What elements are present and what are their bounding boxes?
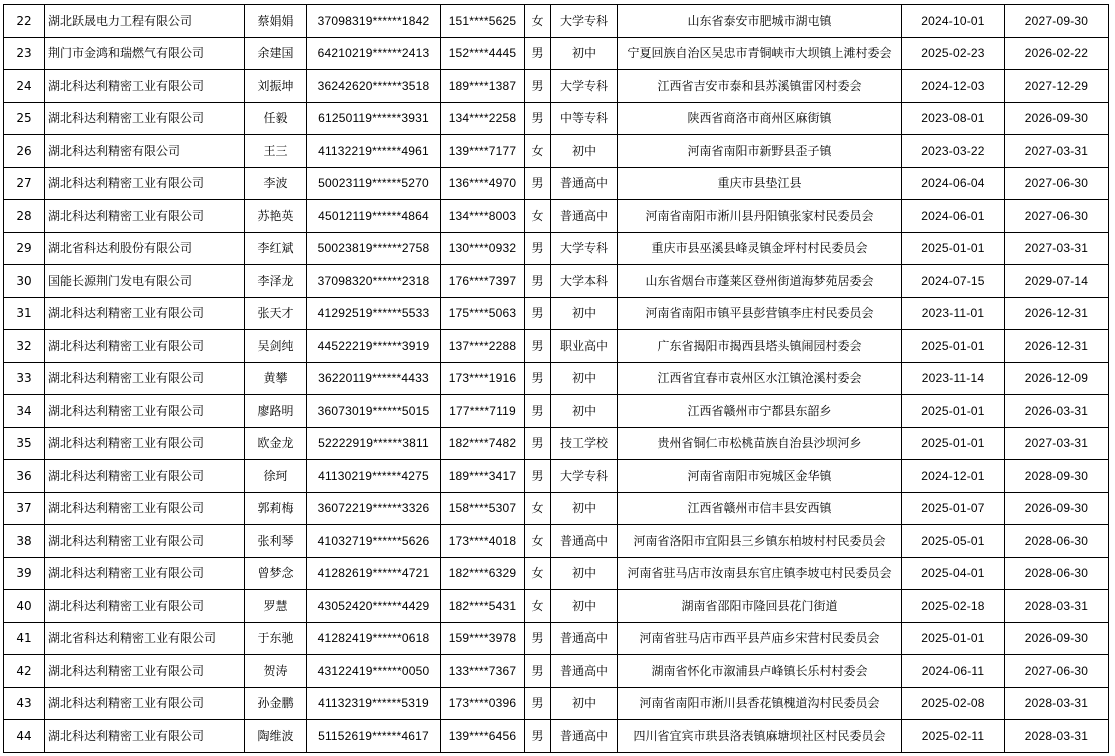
table-row <box>4 492 1109 525</box>
cell-end-date: 2027-06-30 <box>1005 167 1109 200</box>
cell-gender: 男 <box>525 265 551 298</box>
cell-name: 刘振坤 <box>245 70 307 103</box>
cell-no: 30 <box>4 265 45 298</box>
table-row <box>4 135 1109 168</box>
cell-id-number: 50023119******5270 <box>307 167 441 200</box>
cell-address: 河南省南阳市宛城区金华镇 <box>618 460 902 493</box>
cell-phone: 158****5307 <box>441 492 525 525</box>
cell-address: 河南省南阳市淅川县丹阳镇张家村民委员会 <box>618 200 902 233</box>
cell-education: 大学本科 <box>551 265 618 298</box>
cell-education: 普通高中 <box>551 622 618 655</box>
cell-education: 初中 <box>551 687 618 720</box>
cell-address: 江西省赣州市宁都县东韶乡 <box>618 395 902 428</box>
table-row <box>4 232 1109 265</box>
cell-name: 蔡娟娟 <box>245 5 307 38</box>
cell-no: 35 <box>4 427 45 460</box>
table-body <box>4 5 1109 753</box>
cell-no: 24 <box>4 70 45 103</box>
cell-address: 贵州省铜仁市松桃苗族自治县沙坝河乡 <box>618 427 902 460</box>
cell-address: 山东省烟台市蓬莱区登州街道海梦苑居委会 <box>618 265 902 298</box>
cell-phone: 182****7482 <box>441 427 525 460</box>
cell-name: 贺涛 <box>245 655 307 688</box>
cell-start-date: 2025-04-01 <box>902 557 1005 590</box>
cell-end-date: 2026-12-31 <box>1005 330 1109 363</box>
cell-company: 湖北科达利精密工业有限公司 <box>45 720 245 753</box>
cell-name: 李波 <box>245 167 307 200</box>
cell-education: 初中 <box>551 135 618 168</box>
table-row <box>4 557 1109 590</box>
table-row <box>4 330 1109 363</box>
cell-phone: 139****6456 <box>441 720 525 753</box>
cell-name: 余建国 <box>245 37 307 70</box>
cell-company: 湖北科达利精密工业有限公司 <box>45 525 245 558</box>
cell-end-date: 2028-03-31 <box>1005 590 1109 623</box>
roster-table <box>3 4 1109 753</box>
cell-end-date: 2026-03-31 <box>1005 395 1109 428</box>
cell-start-date: 2024-06-04 <box>902 167 1005 200</box>
cell-id-number: 37098319******1842 <box>307 5 441 38</box>
cell-id-number: 50023819******2758 <box>307 232 441 265</box>
cell-end-date: 2027-03-31 <box>1005 135 1109 168</box>
cell-education: 普通高中 <box>551 720 618 753</box>
cell-name: 陶维波 <box>245 720 307 753</box>
cell-education: 初中 <box>551 297 618 330</box>
table-row <box>4 427 1109 460</box>
cell-no: 37 <box>4 492 45 525</box>
cell-address: 河南省驻马店市西平县芦庙乡宋营村民委员会 <box>618 622 902 655</box>
cell-phone: 139****7177 <box>441 135 525 168</box>
table-row <box>4 70 1109 103</box>
cell-address: 河南省南阳市镇平县彭营镇李庄村民委员会 <box>618 297 902 330</box>
cell-gender: 男 <box>525 330 551 363</box>
cell-start-date: 2025-02-08 <box>902 687 1005 720</box>
cell-company: 湖北科达利精密有限公司 <box>45 135 245 168</box>
cell-address: 江西省宜春市袁州区水江镇沧溪村委会 <box>618 362 902 395</box>
table-row <box>4 265 1109 298</box>
cell-phone: 134****8003 <box>441 200 525 233</box>
cell-education: 初中 <box>551 395 618 428</box>
cell-address: 重庆市县垫江县 <box>618 167 902 200</box>
cell-education: 大学专科 <box>551 5 618 38</box>
cell-end-date: 2026-12-09 <box>1005 362 1109 395</box>
cell-education: 普通高中 <box>551 200 618 233</box>
cell-phone: 173****0396 <box>441 687 525 720</box>
cell-address: 江西省吉安市泰和县苏溪镇雷冈村委会 <box>618 70 902 103</box>
cell-id-number: 36220119******4433 <box>307 362 441 395</box>
cell-id-number: 52222919******3811 <box>307 427 441 460</box>
cell-education: 普通高中 <box>551 525 618 558</box>
cell-start-date: 2024-07-15 <box>902 265 1005 298</box>
cell-gender: 男 <box>525 622 551 655</box>
cell-no: 38 <box>4 525 45 558</box>
cell-name: 廖路明 <box>245 395 307 428</box>
cell-end-date: 2026-09-30 <box>1005 622 1109 655</box>
cell-gender: 男 <box>525 362 551 395</box>
cell-no: 29 <box>4 232 45 265</box>
cell-no: 44 <box>4 720 45 753</box>
cell-id-number: 43122419******0050 <box>307 655 441 688</box>
cell-company: 湖北省科达利股份有限公司 <box>45 232 245 265</box>
cell-address: 河南省南阳市新野县歪子镇 <box>618 135 902 168</box>
cell-gender: 男 <box>525 70 551 103</box>
cell-no: 26 <box>4 135 45 168</box>
cell-gender: 男 <box>525 427 551 460</box>
cell-id-number: 51152619******4617 <box>307 720 441 753</box>
cell-address: 陕西省商洛市商州区麻街镇 <box>618 102 902 135</box>
cell-gender: 男 <box>525 102 551 135</box>
cell-phone: 176****7397 <box>441 265 525 298</box>
cell-no: 43 <box>4 687 45 720</box>
cell-no: 40 <box>4 590 45 623</box>
cell-education: 普通高中 <box>551 167 618 200</box>
cell-education: 初中 <box>551 362 618 395</box>
cell-education: 初中 <box>551 492 618 525</box>
cell-end-date: 2026-09-30 <box>1005 492 1109 525</box>
cell-company: 湖北科达利精密工业有限公司 <box>45 167 245 200</box>
cell-name: 欧金龙 <box>245 427 307 460</box>
cell-no: 39 <box>4 557 45 590</box>
cell-gender: 男 <box>525 297 551 330</box>
cell-name: 孙金鹏 <box>245 687 307 720</box>
cell-gender: 男 <box>525 655 551 688</box>
cell-gender: 男 <box>525 167 551 200</box>
cell-phone: 152****4445 <box>441 37 525 70</box>
table-row <box>4 5 1109 38</box>
cell-start-date: 2023-08-01 <box>902 102 1005 135</box>
cell-gender: 女 <box>525 492 551 525</box>
cell-education: 职业高中 <box>551 330 618 363</box>
cell-name: 张利琴 <box>245 525 307 558</box>
cell-start-date: 2025-01-01 <box>902 330 1005 363</box>
cell-start-date: 2025-02-23 <box>902 37 1005 70</box>
cell-end-date: 2027-09-30 <box>1005 5 1109 38</box>
cell-gender: 男 <box>525 460 551 493</box>
cell-company: 国能长源荆门发电有限公司 <box>45 265 245 298</box>
cell-gender: 女 <box>525 525 551 558</box>
cell-gender: 女 <box>525 135 551 168</box>
cell-end-date: 2027-06-30 <box>1005 200 1109 233</box>
cell-id-number: 43052420******4429 <box>307 590 441 623</box>
cell-company: 湖北科达利精密工业有限公司 <box>45 687 245 720</box>
table-row <box>4 102 1109 135</box>
cell-gender: 男 <box>525 687 551 720</box>
table-row <box>4 37 1109 70</box>
cell-company: 湖北科达利精密工业有限公司 <box>45 70 245 103</box>
cell-address: 重庆市县巫溪县峰灵镇金坪村村民委员会 <box>618 232 902 265</box>
cell-start-date: 2024-12-01 <box>902 460 1005 493</box>
cell-no: 27 <box>4 167 45 200</box>
table-row <box>4 687 1109 720</box>
cell-name: 徐珂 <box>245 460 307 493</box>
cell-no: 22 <box>4 5 45 38</box>
cell-address: 江西省赣州市信丰县安西镇 <box>618 492 902 525</box>
cell-phone: 151****5625 <box>441 5 525 38</box>
cell-phone: 136****4970 <box>441 167 525 200</box>
table-row <box>4 167 1109 200</box>
cell-phone: 189****1387 <box>441 70 525 103</box>
cell-name: 李红斌 <box>245 232 307 265</box>
cell-id-number: 36073019******5015 <box>307 395 441 428</box>
cell-phone: 182****5431 <box>441 590 525 623</box>
table-row <box>4 460 1109 493</box>
cell-no: 28 <box>4 200 45 233</box>
table-row <box>4 655 1109 688</box>
cell-name: 吴剑纯 <box>245 330 307 363</box>
cell-company: 湖北科达利精密工业有限公司 <box>45 492 245 525</box>
cell-education: 初中 <box>551 37 618 70</box>
cell-no: 41 <box>4 622 45 655</box>
cell-phone: 173****4018 <box>441 525 525 558</box>
cell-company: 湖北科达利精密工业有限公司 <box>45 460 245 493</box>
cell-name: 郭莉梅 <box>245 492 307 525</box>
cell-start-date: 2025-01-01 <box>902 232 1005 265</box>
cell-start-date: 2023-11-14 <box>902 362 1005 395</box>
cell-education: 普通高中 <box>551 655 618 688</box>
cell-end-date: 2027-06-30 <box>1005 655 1109 688</box>
cell-address: 山东省泰安市肥城市湖屯镇 <box>618 5 902 38</box>
table-row <box>4 720 1109 753</box>
cell-start-date: 2024-06-01 <box>902 200 1005 233</box>
cell-address: 河南省洛阳市宜阳县三乡镇东柏坡村村民委员会 <box>618 525 902 558</box>
cell-company: 荆门市金鸿和瑞燃气有限公司 <box>45 37 245 70</box>
cell-end-date: 2027-03-31 <box>1005 427 1109 460</box>
table-row <box>4 362 1109 395</box>
cell-name: 王三 <box>245 135 307 168</box>
cell-start-date: 2025-02-18 <box>902 590 1005 623</box>
cell-gender: 女 <box>525 200 551 233</box>
cell-name: 罗慧 <box>245 590 307 623</box>
cell-gender: 男 <box>525 395 551 428</box>
cell-company: 湖北科达利精密工业有限公司 <box>45 200 245 233</box>
cell-start-date: 2023-03-22 <box>902 135 1005 168</box>
cell-education: 大学专科 <box>551 460 618 493</box>
cell-education: 中等专科 <box>551 102 618 135</box>
cell-start-date: 2024-12-03 <box>902 70 1005 103</box>
cell-name: 张天才 <box>245 297 307 330</box>
cell-company: 湖北科达利精密工业有限公司 <box>45 102 245 135</box>
cell-education: 大学专科 <box>551 232 618 265</box>
cell-name: 李泽龙 <box>245 265 307 298</box>
cell-phone: 177****7119 <box>441 395 525 428</box>
cell-company: 湖北科达利精密工业有限公司 <box>45 395 245 428</box>
cell-id-number: 41292519******5533 <box>307 297 441 330</box>
cell-no: 31 <box>4 297 45 330</box>
cell-company: 湖北科达利精密工业有限公司 <box>45 330 245 363</box>
cell-end-date: 2026-02-22 <box>1005 37 1109 70</box>
cell-name: 黄攀 <box>245 362 307 395</box>
cell-phone: 182****6329 <box>441 557 525 590</box>
cell-phone: 173****1916 <box>441 362 525 395</box>
cell-end-date: 2027-12-29 <box>1005 70 1109 103</box>
cell-company: 湖北科达利精密工业有限公司 <box>45 362 245 395</box>
cell-company: 湖北科达利精密工业有限公司 <box>45 557 245 590</box>
cell-address: 四川省宜宾市珙县洛表镇麻塘坝社区村民委员会 <box>618 720 902 753</box>
cell-end-date: 2028-06-30 <box>1005 557 1109 590</box>
cell-company: 湖北科达利精密工业有限公司 <box>45 655 245 688</box>
cell-address: 河南省驻马店市汝南县东官庄镇李坡屯村民委员会 <box>618 557 902 590</box>
cell-phone: 134****2258 <box>441 102 525 135</box>
cell-gender: 女 <box>525 557 551 590</box>
cell-end-date: 2027-03-31 <box>1005 232 1109 265</box>
table-row <box>4 590 1109 623</box>
cell-name: 曾梦念 <box>245 557 307 590</box>
cell-address: 湖南省怀化市溆浦县卢峰镇长乐村村委会 <box>618 655 902 688</box>
cell-company: 湖北科达利精密工业有限公司 <box>45 427 245 460</box>
cell-company: 湖北科达利精密工业有限公司 <box>45 297 245 330</box>
cell-id-number: 41132319******5319 <box>307 687 441 720</box>
cell-no: 36 <box>4 460 45 493</box>
cell-company: 湖北科达利精密工业有限公司 <box>45 590 245 623</box>
cell-id-number: 44522219******3919 <box>307 330 441 363</box>
cell-end-date: 2028-03-31 <box>1005 687 1109 720</box>
cell-start-date: 2025-01-07 <box>902 492 1005 525</box>
cell-start-date: 2024-10-01 <box>902 5 1005 38</box>
cell-phone: 130****0932 <box>441 232 525 265</box>
cell-no: 32 <box>4 330 45 363</box>
table-row <box>4 395 1109 428</box>
cell-id-number: 37098320******2318 <box>307 265 441 298</box>
cell-gender: 女 <box>525 5 551 38</box>
cell-end-date: 2026-12-31 <box>1005 297 1109 330</box>
cell-phone: 137****2288 <box>441 330 525 363</box>
cell-gender: 男 <box>525 37 551 70</box>
cell-start-date: 2023-11-01 <box>902 297 1005 330</box>
cell-end-date: 2028-06-30 <box>1005 525 1109 558</box>
cell-gender: 女 <box>525 590 551 623</box>
cell-id-number: 41282619******4721 <box>307 557 441 590</box>
cell-id-number: 36072219******3326 <box>307 492 441 525</box>
cell-address: 湖南省邵阳市隆回县花门街道 <box>618 590 902 623</box>
cell-education: 初中 <box>551 557 618 590</box>
cell-phone: 133****7367 <box>441 655 525 688</box>
cell-phone: 189****3417 <box>441 460 525 493</box>
table-row <box>4 297 1109 330</box>
cell-no: 34 <box>4 395 45 428</box>
cell-id-number: 41282419******0618 <box>307 622 441 655</box>
cell-end-date: 2029-07-14 <box>1005 265 1109 298</box>
cell-name: 苏艳英 <box>245 200 307 233</box>
cell-name: 任毅 <box>245 102 307 135</box>
table-row <box>4 525 1109 558</box>
cell-no: 23 <box>4 37 45 70</box>
cell-phone: 159****3978 <box>441 622 525 655</box>
cell-address: 宁夏回族自治区吴忠市青铜峡市大坝镇上滩村委会 <box>618 37 902 70</box>
cell-phone: 175****5063 <box>441 297 525 330</box>
cell-id-number: 41032719******5626 <box>307 525 441 558</box>
table-row <box>4 200 1109 233</box>
cell-end-date: 2026-09-30 <box>1005 102 1109 135</box>
cell-address: 广东省揭阳市揭西县塔头镇闹园村委会 <box>618 330 902 363</box>
cell-name: 于东驰 <box>245 622 307 655</box>
cell-education: 技工学校 <box>551 427 618 460</box>
cell-education: 初中 <box>551 590 618 623</box>
cell-start-date: 2024-06-11 <box>902 655 1005 688</box>
cell-end-date: 2028-09-30 <box>1005 460 1109 493</box>
cell-start-date: 2025-01-01 <box>902 622 1005 655</box>
cell-id-number: 64210219******2413 <box>307 37 441 70</box>
cell-id-number: 45012119******4864 <box>307 200 441 233</box>
cell-education: 大学专科 <box>551 70 618 103</box>
cell-id-number: 41130219******4275 <box>307 460 441 493</box>
table-row <box>4 622 1109 655</box>
cell-gender: 男 <box>525 720 551 753</box>
cell-id-number: 61250119******3931 <box>307 102 441 135</box>
cell-no: 42 <box>4 655 45 688</box>
cell-start-date: 2025-05-01 <box>902 525 1005 558</box>
cell-id-number: 36242620******3518 <box>307 70 441 103</box>
cell-start-date: 2025-01-01 <box>902 427 1005 460</box>
cell-no: 33 <box>4 362 45 395</box>
cell-no: 25 <box>4 102 45 135</box>
cell-company: 湖北跃晟电力工程有限公司 <box>45 5 245 38</box>
cell-gender: 男 <box>525 232 551 265</box>
cell-address: 河南省南阳市淅川县香花镇槐道沟村民委员会 <box>618 687 902 720</box>
cell-start-date: 2025-01-01 <box>902 395 1005 428</box>
cell-id-number: 41132219******4961 <box>307 135 441 168</box>
cell-company: 湖北省科达利精密工业有限公司 <box>45 622 245 655</box>
cell-end-date: 2028-03-31 <box>1005 720 1109 753</box>
cell-start-date: 2025-02-11 <box>902 720 1005 753</box>
